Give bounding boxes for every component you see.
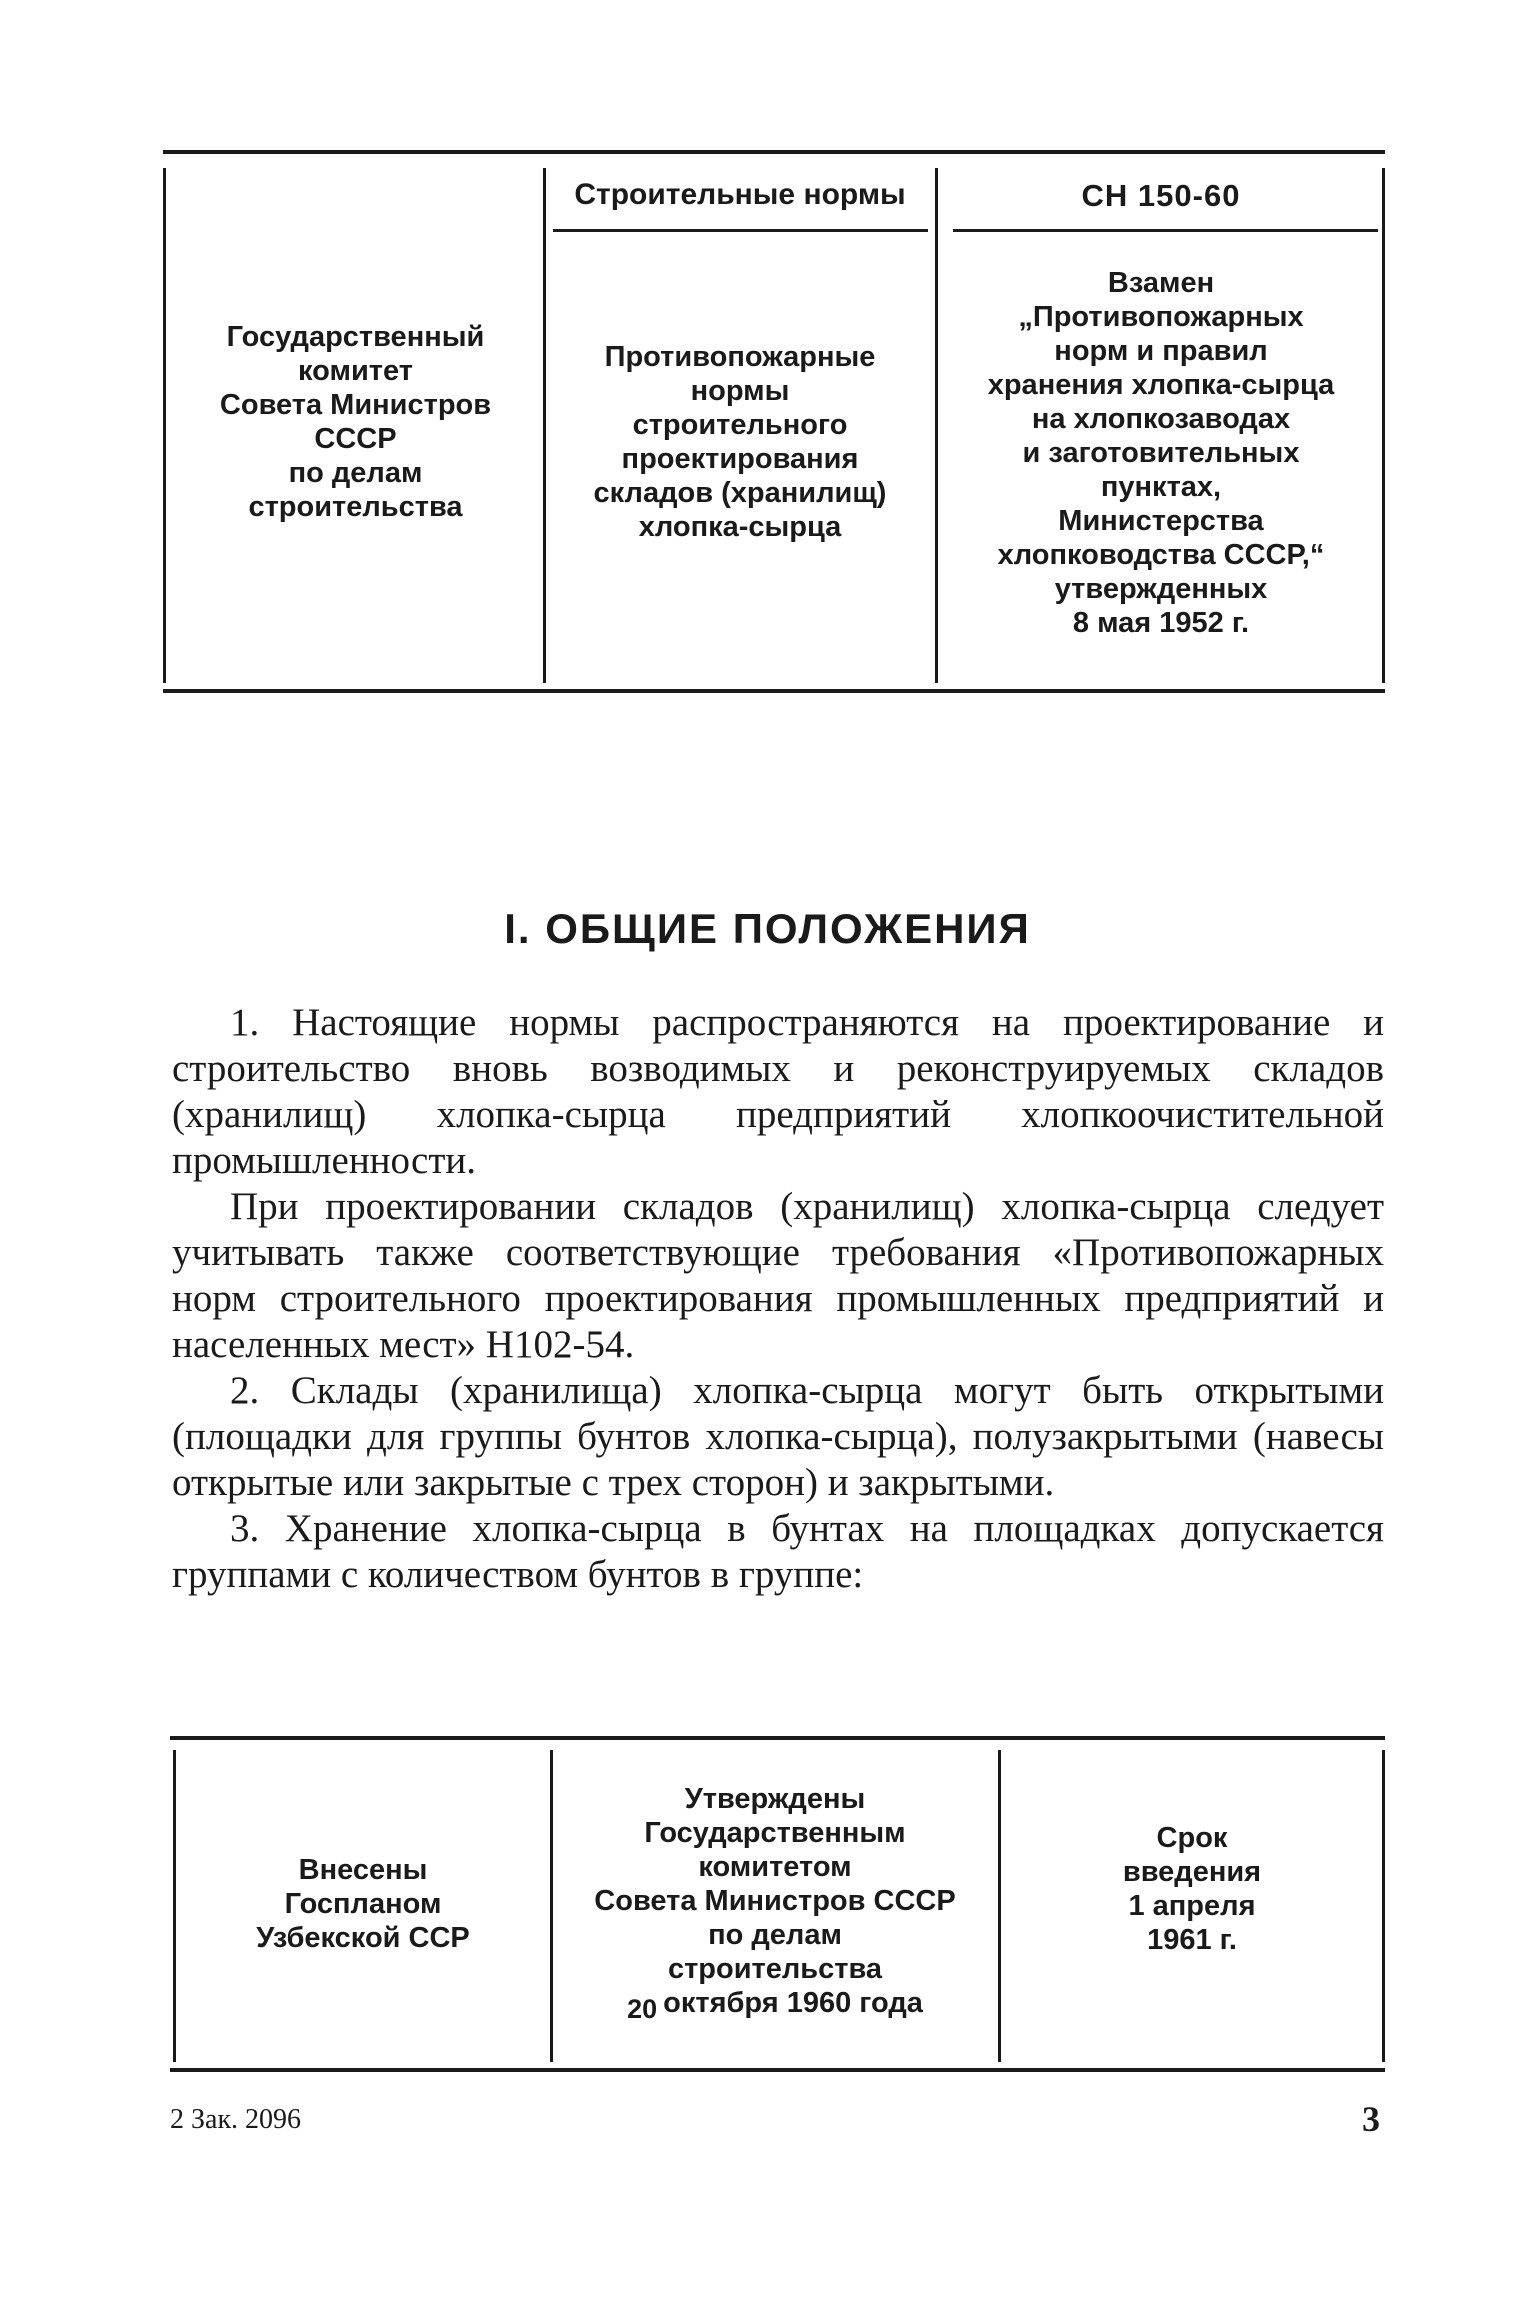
paragraph: При проектировании складов (хранилищ) хлопка-сырца следует учитывать также соответствующие требования «Противопожарных норм строительного проектирования промышленных предприятий и населенных мест» Н102-54. xyxy=(172,1185,1384,1366)
doc-title: Противопожарные нормы строительного проектирования складов (хранилищ) хлопка-сырца xyxy=(593,340,887,543)
approval-day: 20 xyxy=(627,1994,658,2024)
table-divider xyxy=(543,168,546,683)
approved-by: Утверждены Государственным комитетом Совета Министров СССР по делам строительства xyxy=(594,1783,956,1985)
header-rule xyxy=(953,229,1378,232)
table-divider xyxy=(1382,1750,1385,2062)
paragraph: 2. Склады (хранилища) хлопка-сырца могут быть открытыми (площадки для группы бунтов хлопка-сырца), полузакрытыми (навесы открытые или закрытые с трех сторон) и закрытыми. xyxy=(172,1369,1384,1504)
issuing-organization: Государственный комитет Совета Министров СССР по делам строительства xyxy=(219,320,492,523)
replaces-note: Взамен „Противопожарных норм и правил хранения хлопка-сырца на хлопкозаводах и заготовительных пунктах, Министерства хлопководства СССР,“ утвержденных 8 мая 1952 г. xyxy=(987,267,1335,639)
table-divider xyxy=(173,1750,176,2062)
effective-date: Срок введения 1 апреля 1961 г. xyxy=(1122,1822,1262,1956)
doc-type-label: Строительные нормы xyxy=(574,178,906,211)
section-heading: I. ОБЩИЕ ПОЛОЖЕНИЯ xyxy=(504,905,1031,952)
approved-by-cell xyxy=(554,1740,996,2068)
table-divider xyxy=(935,168,938,683)
page-number: 3 xyxy=(1362,2099,1380,2139)
order-number: 2 Зак. 2096 xyxy=(170,2104,302,2135)
doc-title-cell xyxy=(547,234,933,689)
table-divider xyxy=(163,168,166,683)
header-table xyxy=(163,150,1385,693)
issuing-organization-cell xyxy=(173,154,538,689)
body-text xyxy=(172,1000,1384,1598)
paragraph: 3. Хранение хлопка-сырца в бунтах на площадках допускается группами с количеством бунтов в группе: xyxy=(172,1507,1384,1596)
table-divider xyxy=(998,1750,1001,2062)
table-divider xyxy=(550,1750,553,2062)
submitted-by-cell xyxy=(178,1740,548,2068)
submitted-by: Внесены Госпланом Узбекской ССР xyxy=(256,1854,470,1954)
approval-date-line xyxy=(594,1986,955,2026)
approval-table xyxy=(170,1736,1385,2072)
paragraph: 1. Настоящие нормы распространяются на проектирование и строительство вновь возводимых и реконструируемых складов (хранилищ) хлопка-сырца предприятий хлопкоочистительной промышленности. xyxy=(172,1001,1384,1182)
doc-code: СН 150-60 xyxy=(1081,178,1241,213)
approval-date: октября 1960 года xyxy=(663,1987,923,2019)
header-rule xyxy=(553,229,928,232)
effective-date-cell xyxy=(1002,1740,1382,2068)
